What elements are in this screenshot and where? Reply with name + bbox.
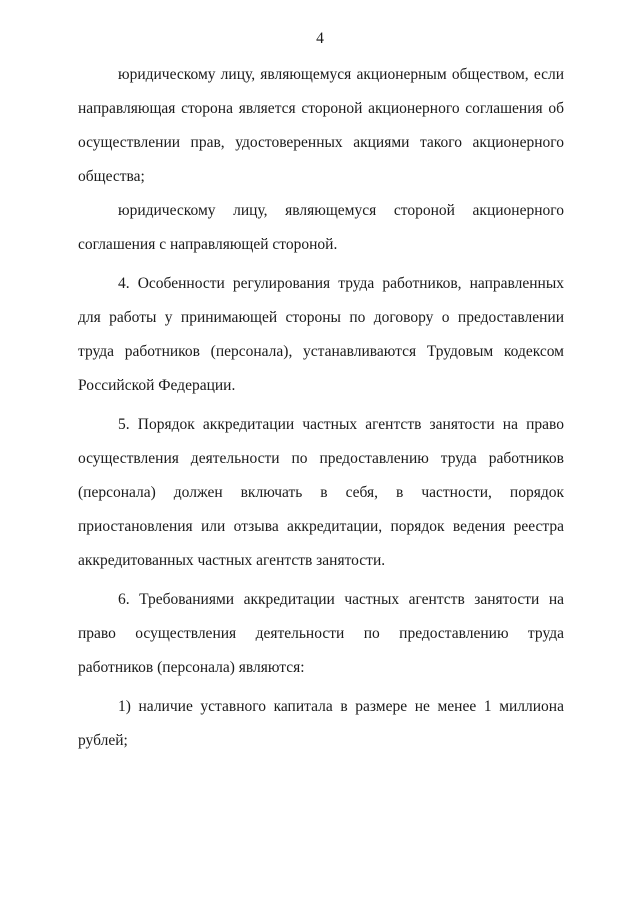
- paragraph-item-5: 5. Порядок аккредитации частных агентств занятости на право осуществления деятельности по предоставлению труда работников (персонала) должен включать в себя, в частности, порядок приостановления или отзыва аккредитации, порядок ведения реестра аккредитованных частных агентств занятости.: [78, 416, 564, 569]
- paragraph-item-6: 6. Требованиями аккредитации частных агентств занятости на право осуществления деятельности по предоставлению труда работников (персонала) являются:: [78, 591, 564, 676]
- document-body: [78, 58, 564, 758]
- page-number: 4: [316, 30, 324, 47]
- paragraph-item-4: 4. Особенности регулирования труда работников, направленных для работы у принимающей стороны по договору о предоставлении труда работников (персонала), устанавливаются Трудовым кодексом Российской Федерации.: [78, 275, 564, 394]
- paragraph-legal-entity-joint-stock: юридическому лицу, являющемуся акционерным обществом, если направляющая сторона является стороной акционерного соглашения об осуществлении прав, удостоверенных акциями такого акционерного общества;: [78, 66, 564, 185]
- paragraph-subitem-1: 1) наличие уставного капитала в размере не менее 1 миллиона рублей;: [78, 698, 564, 749]
- paragraph-legal-entity-party: юридическому лицу, являющемуся стороной акционерного соглашения с направляющей стороной.: [78, 202, 564, 253]
